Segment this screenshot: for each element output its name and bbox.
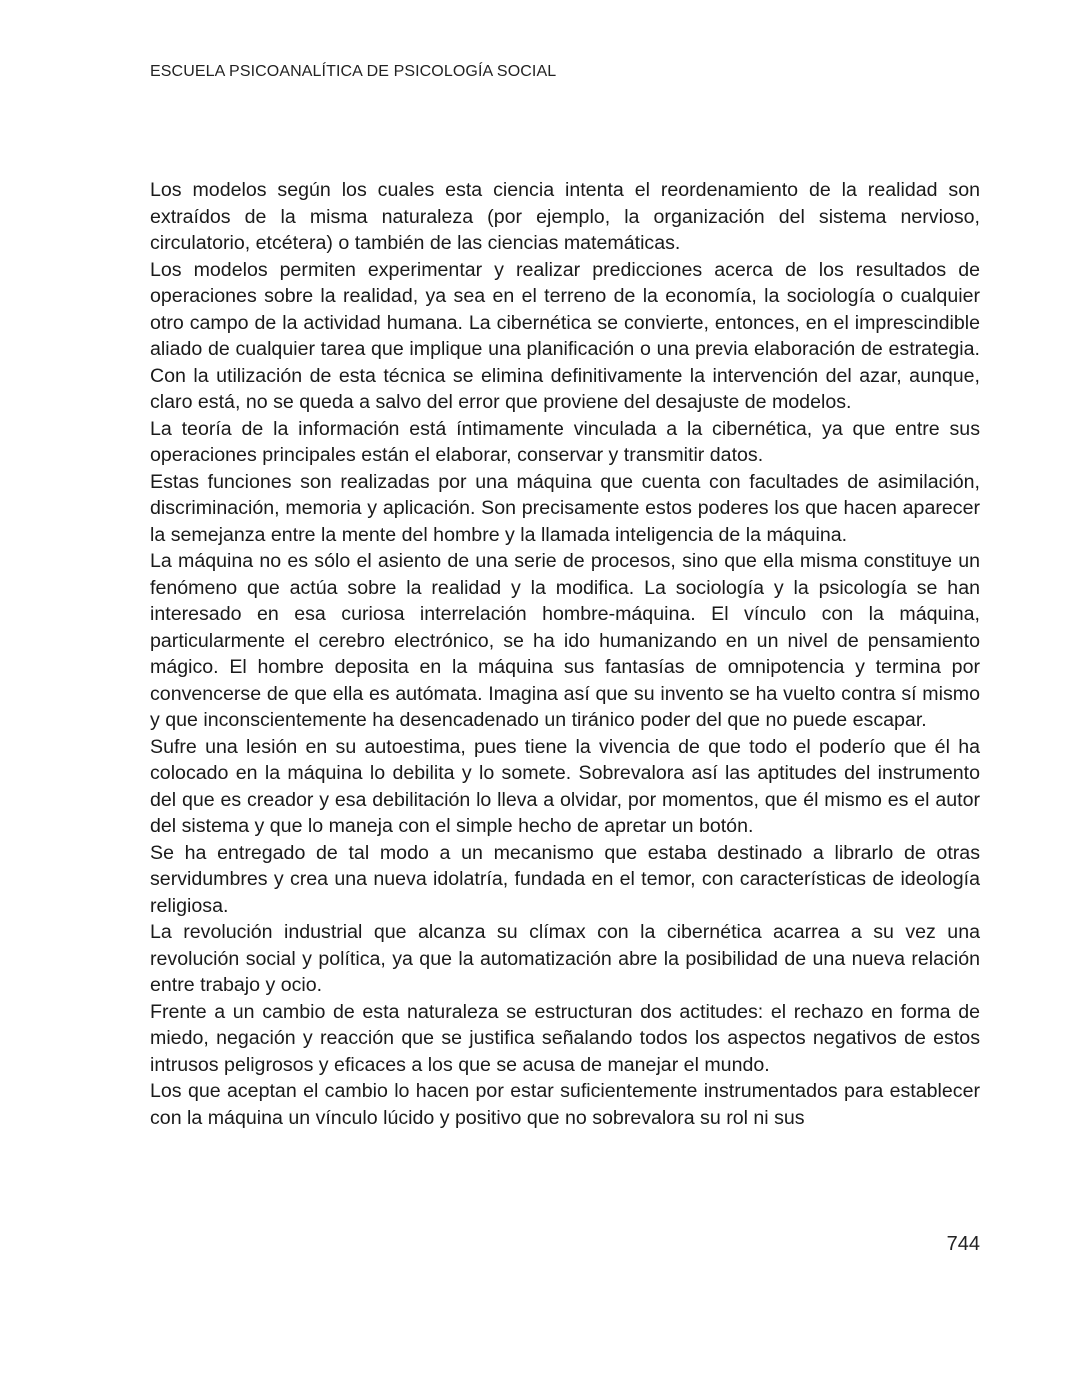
paragraph: La revolución industrial que alcanza su clímax con la cibernética acarrea a su vez una revolución social y política, ya que la automatización abre la posibilidad de una nueva relación entre trabajo y ocio. (150, 921, 980, 996)
paragraph: Sufre una lesión en su autoestima, pues tiene la vivencia de que todo el poderío que él ha colocado en la máquina lo debilita y lo somete. Sobrevalora así las aptitudes del instrumento del que es creador y esa debilitación lo lleva a olvidar, por momentos, que él mismo es el autor del sistema y que lo maneja con el simple hecho de apretar un botón. (150, 735, 980, 837)
body-text (150, 177, 980, 1131)
paragraph: Los que aceptan el cambio lo hacen por estar suficientemente instrumentados para establecer con la máquina un vínculo lúcido y positivo que no sobrevalora su rol ni sus (150, 1080, 980, 1129)
paragraph: La máquina no es sólo el asiento de una serie de procesos, sino que ella misma constituye un fenómeno que actúa sobre la realidad y la modifica. La sociología y la psicología se han interesado en esa curiosa interrelación hombre-máquina. El vínculo con la máquina, particularmente el cerebro electrónico, se ha ido humanizando en un nivel de pensamiento mágico. El hombre deposita en la máquina sus fantasías de omnipotencia y termina por convencerse de que ella es autómata. Imagina así que su invento se ha vuelto contra sí mismo y que inconscientemente ha desencadenado un tiránico poder del que no puede escapar. (150, 550, 980, 731)
paragraph: Los modelos según los cuales esta ciencia intenta el reordenamiento de la realidad son extraídos de la misma naturaleza (por ejemplo, la organización del sistema nervioso, circulatorio, etcétera) o también de las ciencias matemáticas. (150, 179, 980, 254)
page-number: 744 (946, 1233, 980, 1255)
paragraph: Los modelos permiten experimentar y realizar predicciones acerca de los resultados de operaciones sobre la realidad, ya sea en el terreno de la economía, la sociología o cualquier otro campo de la actividad humana. La cibernética se convierte, entonces, en el imprescindible aliado de cualquier tarea que implique una planificación o una previa elaboración de estrategia. Con la utilización de esta técnica se elimina definitivamente la intervención del azar, aunque, claro está, no se queda a salvo del error que proviene del desajuste de modelos. (150, 258, 980, 413)
paragraph: Frente a un cambio de esta naturaleza se estructuran dos actitudes: el rechazo en forma de miedo, negación y reacción que se justifica señalando todos los aspectos negativos de estos intrusos peligrosos y eficaces a los que se acusa de manejar el mundo. (150, 1000, 980, 1076)
paragraph: Estas funciones son realizadas por una máquina que cuenta con facultades de asimilación, discriminación, memoria y aplicación. Son precisamente estos poderes los que hacen aparecer la semejanza entre la mente del hombre y la llamada inteligencia de la máquina. (150, 470, 980, 546)
paragraph: La teoría de la información está íntimamente vinculada a la cibernética, ya que entre sus operaciones principales están el elaborar, conservar y transmitir datos. (150, 417, 980, 466)
paragraph: Se ha entregado de tal modo a un mecanismo que estaba destinado a librarlo de otras servidumbres y crea una nueva idolatría, fundada en el temor, con características de ideología religiosa. (150, 841, 980, 917)
running-header: ESCUELA PSICOANALÍTICA DE PSICOLOGÍA SOCIAL (150, 63, 557, 80)
